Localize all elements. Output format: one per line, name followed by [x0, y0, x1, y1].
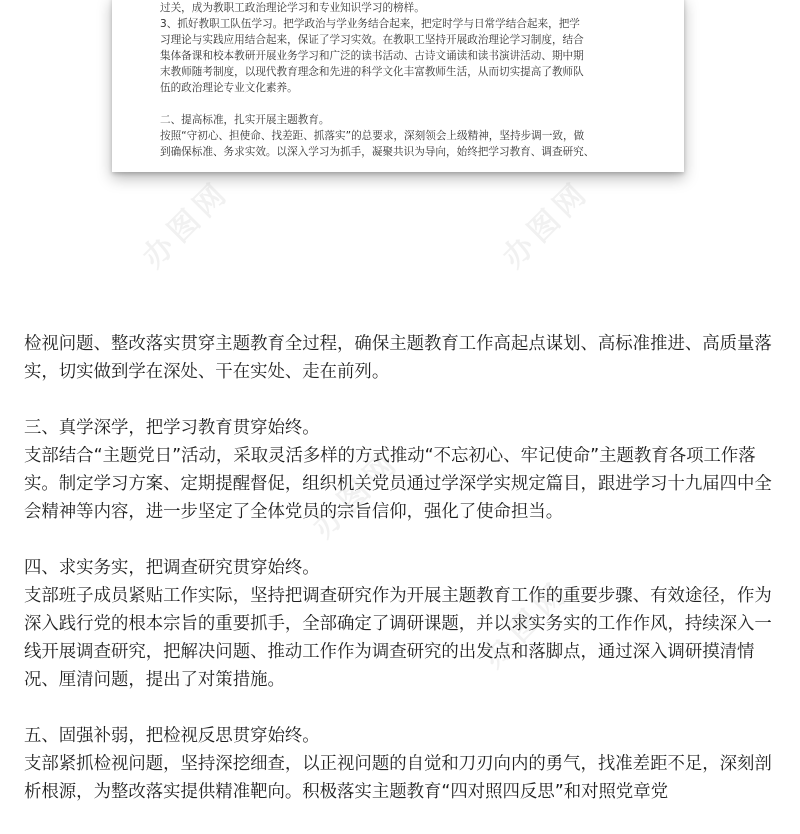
watermark: 办图网: [135, 173, 238, 276]
preview-section-heading: 二、提高标准，扎实开展主题教育。: [160, 114, 330, 126]
preview-line: 集体备课和校本教研开展业务学习和广泛的读书活动、古诗文诵读和读书演讲活动、期中期: [160, 50, 584, 62]
article-intro-block: [24, 330, 780, 386]
document-preview-area: [0, 0, 800, 300]
watermark: 办图网: [475, 573, 578, 676]
preview-line: 到确保标准、务求实效。以深入学习为抓手，凝聚共识为导向，始终把学习教育、调查研究、: [160, 146, 595, 158]
article-paragraph: 支部结合“主题党日”活动，采取灵活多样的方式推动“不忘初心、牢记使命”主题教育各项工作落实。制定学习方案、定期提醒督促，组织机关党员通过学深学实规定篇目，跟进学习十九届四中全会精神等内容，进一步坚定了全体党员的宗旨信仰，强化了使命担当。: [24, 446, 772, 522]
preview-line: 伍的政治理论专业文化素养。: [160, 82, 298, 94]
preview-line: 按照“守初心、担使命、找差距、抓落实”的总要求，深刻领会上级精神，坚持步调一致，做: [160, 130, 585, 142]
section-heading: 四、求实务实，把调查研究贯穿始终。: [24, 558, 320, 578]
preview-line: 习理论与实践应用结合起来，保证了学习实效。在教职工坚持开展政治理论学习制度，结合: [160, 34, 584, 46]
article-paragraph: 支部班子成员紧贴工作实际，坚持把调查研究作为开展主题教育工作的重要步骤、有效途径，作为深入践行党的根本宗旨的重要抓手，全部确定了调研课题，并以求实务实的工作作风，持续深入一线开展调查研究，把解决问题、推动工作作为调查研究的出发点和落脚点，通过深入调研摸清情况、厘清问题，提出了对策措施。: [24, 586, 772, 690]
document-page-preview: [112, 0, 684, 172]
preview-line: 3、抓好教职工队伍学习。把学政治与学业务结合起来，把定时学与日常学结合起来，把学: [160, 18, 580, 30]
article-paragraph: 检视问题、整改落实贯穿主题教育全过程，确保主题教育工作高起点谋划、高标准推进、高质量落实，切实做到学在深处、干在实处、走在前列。: [24, 334, 772, 382]
section-heading: 三、真学深学，把学习教育贯穿始终。: [24, 418, 320, 438]
watermark: 办图网: [495, 173, 598, 276]
preview-line: 末教师随考制度，以现代教育理念和先进的科学文化丰富教师生活，从而切实提高了教师队: [160, 66, 584, 78]
article-section: [24, 722, 780, 806]
article-section: [24, 554, 780, 694]
article-paragraph: 支部紧抓检视问题，坚持深挖细查，以正视问题的自觉和刀刃向内的勇气，找准差距不足，深刻剖析根源，为整改落实提供精准靶向。积极落实主题教育“四对照四反思”和对照党章党: [24, 754, 772, 802]
article-section: [24, 414, 780, 526]
document-page-text: [160, 0, 645, 160]
article-body: [24, 330, 780, 834]
watermark: 办图网: [305, 443, 408, 546]
section-heading: 五、固强补弱，把检视反思贯穿始终。: [24, 726, 320, 746]
preview-line: 过关，成为教职工政治理论学习和专业知识学习的榜样。: [160, 2, 425, 14]
